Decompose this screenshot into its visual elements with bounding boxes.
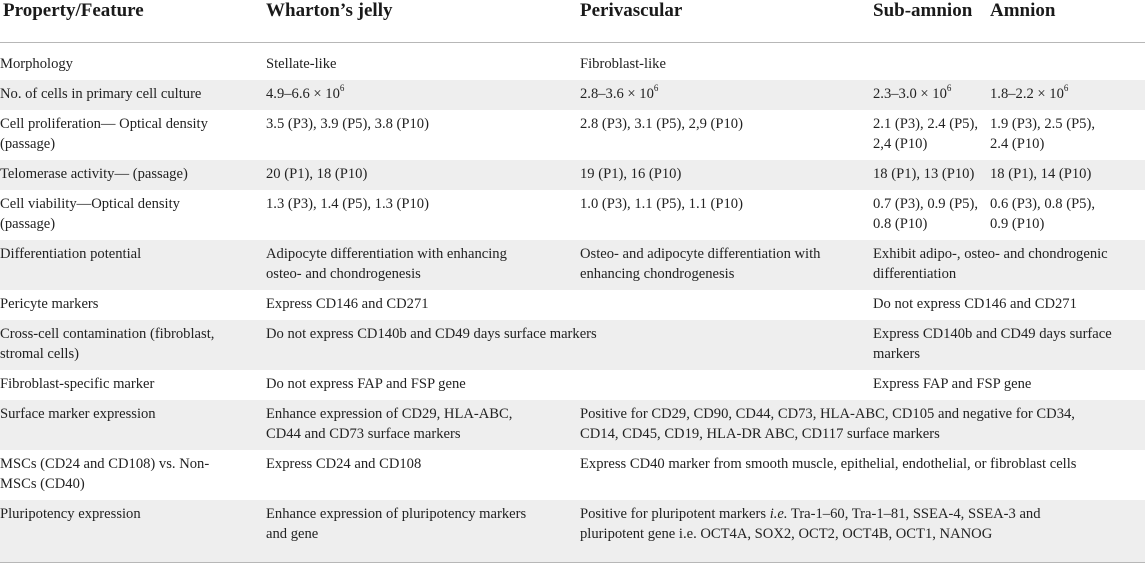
cell-whartons-jelly: 1.3 (P3), 1.4 (P5), 1.3 (P10) (266, 196, 429, 212)
cell-whartons-jelly: Adipocyte differentiation with enhancing osteo- and chondrogenesis (266, 246, 507, 282)
cell-whartons-jelly: Express CD146 and CD271 (266, 296, 429, 312)
cell-whartons-jelly: Express CD24 and CD108 (266, 456, 422, 472)
cell-sub-amnion: 2.1 (P3), 2.4 (P5), 2,4 (P10) (873, 116, 978, 152)
header-perivascular: Perivascular (580, 0, 683, 21)
cell-amnion: 18 (P1), 14 (P10) (990, 166, 1092, 182)
row-label: Pluripotency expression (0, 506, 141, 522)
row-label: Pericyte markers (0, 296, 99, 312)
table-row (0, 450, 1145, 500)
header-amnion: Amnion (990, 0, 1056, 21)
cell-amnion: 0.6 (P3), 0.8 (P5), 0.9 (P10) (990, 196, 1095, 232)
cell-whartons-jelly: 3.5 (P3), 3.9 (P5), 3.8 (P10) (266, 116, 429, 132)
row-label: Telomerase activity— (passage) (0, 166, 188, 182)
cell-perivascular: 19 (P1), 16 (P10) (580, 166, 682, 182)
cell-whartons-jelly: $4.9-6.6 \times 10^6$ (266, 83, 345, 102)
cell-whartons-jelly: 20 (P1), 18 (P10) (266, 166, 368, 182)
table-header (0, 0, 1145, 43)
row-label: Surface marker expression (0, 406, 156, 422)
table-row (0, 110, 1145, 160)
cell-sub-amnion-amnion: Do not express CD146 and CD271 (873, 296, 1077, 312)
table-row (0, 50, 1145, 80)
table-row (0, 290, 1145, 320)
row-label: Differentiation potential (0, 246, 142, 262)
cell-perivascular-to-amnion: Positive for CD29, CD90, CD44, CD73, HLA-ABC, CD105 and negative for CD34, CD14, CD45, CD19, HLA-DR ABC, CD117 surface markers (580, 406, 1075, 442)
header-property: Property/Feature (3, 0, 144, 21)
cell-sub-amnion: $2.3-3.0 \times 10^6$ (873, 83, 952, 102)
cell-sub-amnion-amnion: Express CD140b and CD49 days surface markers (873, 326, 1112, 362)
header-whartons-jelly: Wharton’s jelly (266, 0, 393, 21)
cell-perivascular: 1.0 (P3), 1.1 (P5), 1.1 (P10) (580, 196, 743, 212)
cell-whartons-jelly-perivascular: Do not express CD140b and CD49 days surface markers (266, 326, 597, 342)
row-label: MSCs (CD24 and CD108) vs. Non- MSCs (CD40) (0, 456, 210, 492)
cell-perivascular: $2.8-3.6 \times 10^6$ (580, 83, 659, 102)
cell-perivascular: Osteo- and adipocyte differentiation with enhancing chondrogenesis (580, 246, 821, 282)
cell-perivascular-to-amnion: Positive for pluripotent markers i.e. Tra-1–60, Tra-1–81, SSEA-4, SSEA-3 and pluripotent gene i.e. OCT4A, SOX2, OCT2, OCT4B, OCT1, NANOG (580, 506, 1041, 542)
cell-whartons-jelly: Enhance expression of pluripotency markers and gene (266, 506, 527, 542)
cell-amnion: 1.9 (P3), 2.5 (P5), 2.4 (P10) (990, 116, 1095, 152)
cell-perivascular: 2.8 (P3), 3.1 (P5), 2,9 (P10) (580, 116, 743, 132)
cell-sub-amnion-amnion: Exhibit adipo-, osteo- and chondrogenic differentiation (873, 246, 1108, 282)
table-row (0, 160, 1145, 190)
table-row (0, 400, 1145, 450)
cell-sub-amnion-amnion: Express FAP and FSP gene (873, 376, 1032, 392)
cell-whartons-jelly-perivascular: Do not express FAP and FSP gene (266, 376, 466, 392)
row-label: Morphology (0, 56, 73, 72)
row-label: Fibroblast-specific marker (0, 376, 155, 392)
table-row (0, 240, 1145, 290)
cell-whartons-jelly: Stellate-like (266, 56, 337, 72)
row-label: Cell viability—Optical density (passage) (0, 196, 180, 232)
cell-whartons-jelly: Enhance expression of CD29, HLA-ABC, CD44 and CD73 surface markers (266, 406, 513, 442)
row-label: Cross-cell contamination (fibroblast, stromal cells) (0, 326, 215, 362)
header-sub-amnion: Sub-amnion (873, 0, 973, 21)
table-row (0, 500, 1145, 562)
cell-amnion: $1.8-2.2 \times 10^6$ (990, 83, 1069, 102)
cell-sub-amnion: 0.7 (P3), 0.9 (P5), 0.8 (P10) (873, 196, 978, 232)
row-label: No. of cells in primary cell culture (0, 86, 202, 102)
table-row (0, 370, 1145, 400)
table-row (0, 80, 1145, 110)
cell-perivascular-to-amnion: Express CD40 marker from smooth muscle, epithelial, endothelial, or fibroblast cells (580, 456, 1077, 472)
table-row (0, 320, 1145, 370)
cell-sub-amnion: 18 (P1), 13 (P10) (873, 166, 975, 182)
cell-perivascular: Fibroblast-like (580, 56, 666, 72)
row-label: Cell proliferation— Optical density (passage) (0, 116, 208, 152)
table-row (0, 190, 1145, 240)
table-bottom-rule (0, 562, 1145, 563)
